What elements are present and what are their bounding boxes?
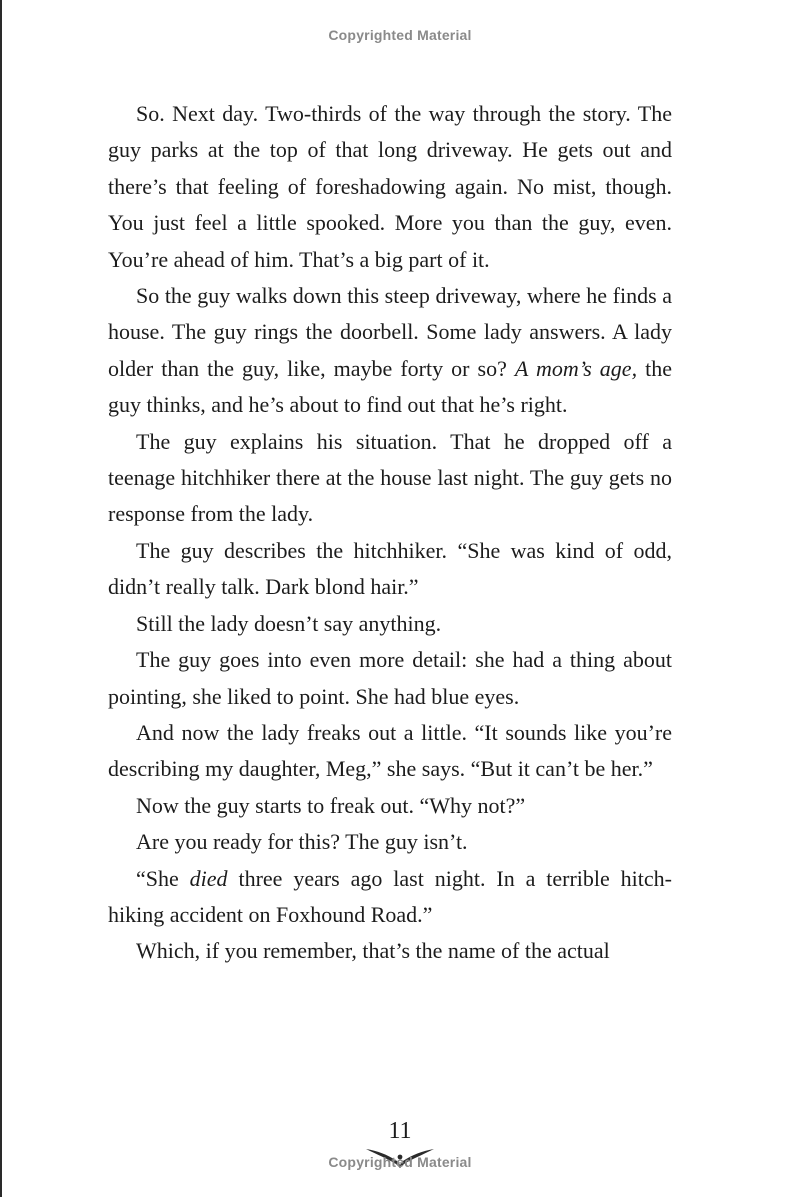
paragraph — [108, 715, 672, 788]
paragraph — [108, 788, 672, 824]
paragraph-text: So the guy walks down this steep driveway, where he finds a house. The guy rings the doorbell. Some lady answers. A lady older than the guy, like, maybe forty or so? — [108, 283, 672, 381]
paragraph — [108, 606, 672, 642]
paragraph-text: So. Next day. Two-thirds of the way through the story. The guy parks at the top of that long driveway. He gets out and there’s that feeling of foreshadowing again. No mist, though. You just feel a little spooked. More you than the guy, even. You’re ahead of him. That’s a big part of it. — [108, 101, 672, 272]
paragraph-text: And now the lady freaks out a little. “It sounds like you’re describing my daughter, Meg,” she says. “But it can’t be her.” — [108, 719, 672, 782]
paragraph-text: Now the guy starts to freak out. “Why not?” — [136, 792, 526, 818]
paragraph — [108, 642, 672, 715]
paragraph-text: three years ago last night. In a terrible hitch-hiking accident on Foxhound Road.” — [108, 865, 672, 927]
paragraph-text: “She — [136, 865, 190, 891]
italic-text: A mom’s age, — [514, 355, 638, 381]
paragraph-text: The guy goes into even more detail: she had a thing about pointing, she liked to point. She had blue eyes. — [108, 647, 672, 709]
paragraph-text: The guy describes the hitchhiker. “She was kind of odd, didn’t really talk. Dark blond hair.” — [108, 537, 672, 600]
paragraph — [108, 533, 672, 606]
paragraph — [108, 933, 672, 969]
page-left-edge — [0, 0, 2, 1197]
copyright-watermark-top: Copyrighted Material — [328, 27, 472, 43]
paragraph-text: The guy explains his situation. That he dropped off a teenage hitchhiker there at the house last night. The guy gets no response from the lady. — [108, 428, 672, 527]
paragraph — [108, 424, 672, 533]
copyright-watermark-bottom: Copyrighted Material — [328, 1154, 472, 1170]
paragraph-text: Are you ready for this? The guy isn’t. — [136, 829, 468, 855]
paragraph — [108, 278, 672, 424]
paragraph — [108, 96, 672, 278]
page-number: 11 — [388, 1118, 412, 1144]
paragraph-text: Still the lady doesn’t say anything. — [136, 610, 442, 636]
paragraph — [108, 861, 672, 934]
paragraph-text: Which, if you remember, that’s the name of the actual — [136, 938, 610, 964]
paragraph-text: the guy thinks, and he’s about to find out that he’s right. — [108, 355, 672, 418]
italic-text: died — [189, 865, 228, 891]
body-text — [108, 96, 672, 970]
paragraph — [108, 824, 672, 860]
